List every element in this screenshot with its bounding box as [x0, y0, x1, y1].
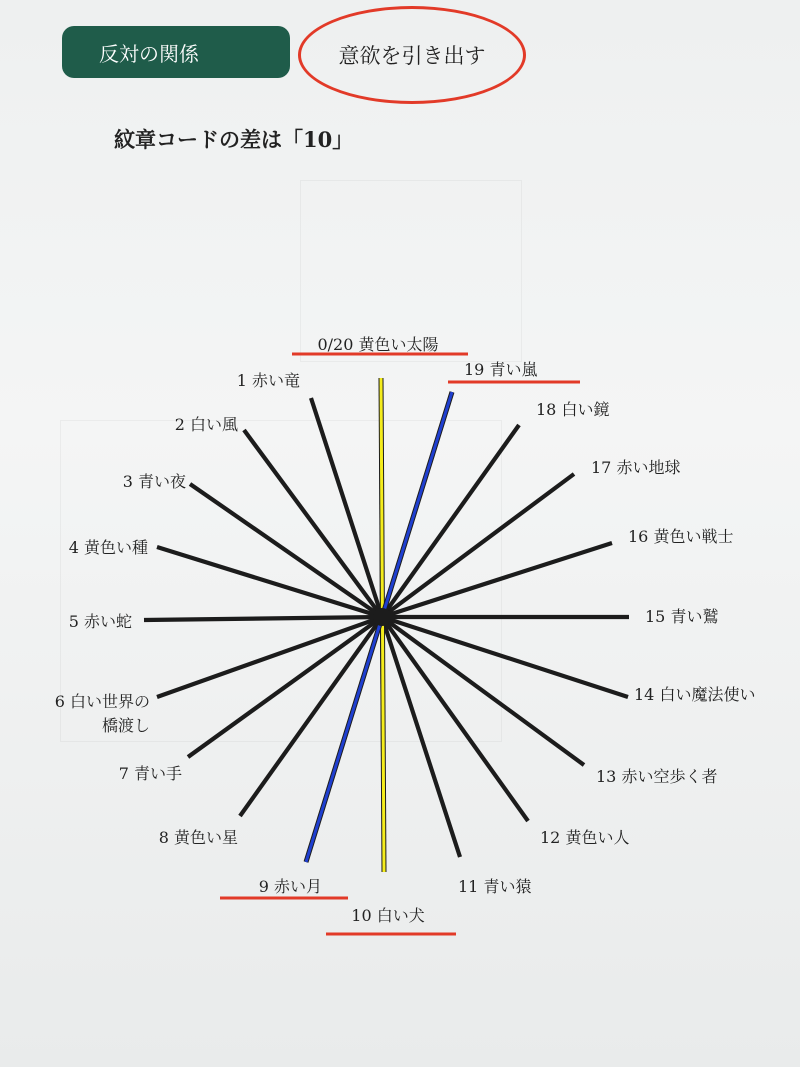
sign-label-8 — [159, 828, 238, 847]
spoke-18 — [382, 425, 519, 617]
sign-label-14 — [634, 685, 755, 704]
sign-label-15 — [645, 607, 718, 626]
sign-code: 2 — [174, 415, 190, 434]
opposite-pair-line-9-19 — [306, 392, 452, 862]
spoke-14 — [382, 617, 628, 697]
sign-name: 青い手 — [133, 764, 182, 783]
spoke-8 — [240, 617, 382, 816]
sign-code: 18 — [536, 400, 562, 419]
sign-code: 4 — [68, 538, 84, 557]
sign-name: 青い鷲 — [670, 607, 719, 626]
sign-name: 黄色い戦士 — [653, 527, 734, 546]
sign-label-16 — [628, 527, 733, 546]
sign-label-2 — [175, 415, 238, 434]
sign-name: 白い風 — [189, 415, 238, 434]
sign-label-4 — [69, 538, 148, 557]
sign-code: 16 — [628, 527, 654, 546]
sign-code: 1 — [236, 371, 252, 390]
sign-name: 赤い竜 — [251, 371, 300, 390]
sign-code: 12 — [540, 828, 566, 847]
spoke-1 — [311, 398, 382, 617]
spoke-17 — [382, 474, 574, 617]
sign-label-0-20 — [317, 335, 438, 354]
sign-code: 19 — [464, 360, 490, 379]
sign-name: 白い魔法使い — [659, 685, 756, 704]
sign-code: 15 — [645, 607, 671, 626]
code-difference-heading: 紋章コードの差は「10」 — [114, 127, 354, 152]
sign-label-13 — [596, 767, 717, 786]
sign-name: 黄色い種 — [83, 538, 148, 557]
sign-name: 赤い空歩く者 — [621, 767, 718, 786]
spoke-2 — [244, 430, 382, 617]
sign-code: 9 — [258, 877, 274, 896]
sign-name: 赤い地球 — [616, 458, 681, 477]
sign-code: 13 — [596, 767, 622, 786]
sign-label-3 — [123, 472, 186, 491]
sign-code: 14 — [634, 685, 660, 704]
sign-code: 0/20 — [317, 335, 359, 354]
sign-name: 赤い月 — [273, 877, 322, 896]
sign-label-12 — [540, 828, 629, 847]
sign-name: 黄色い太陽 — [358, 335, 439, 354]
sign-code: 7 — [118, 764, 134, 783]
spoke-13 — [382, 617, 584, 765]
circled-theme-label: 意欲を引き出す — [338, 44, 486, 68]
spoke-7 — [188, 617, 382, 757]
sign-code: 17 — [591, 458, 617, 477]
spoke-6 — [157, 617, 382, 697]
spoke-16 — [382, 543, 612, 617]
sign-label-9 — [259, 877, 322, 896]
spoke-12 — [382, 617, 528, 821]
sign-code: 10 — [351, 906, 377, 925]
sign-code: 5 — [68, 612, 84, 631]
sign-code: 8 — [158, 828, 174, 847]
sign-name: 白い犬 — [376, 906, 425, 925]
sign-label-6 — [55, 692, 150, 711]
spoke-4 — [157, 547, 382, 617]
sign-label-5 — [69, 612, 132, 631]
sign-name: 黄色い人 — [565, 828, 630, 847]
sign-label-11 — [458, 877, 531, 896]
sign-label-19 — [464, 360, 537, 379]
sign-code: 3 — [122, 472, 138, 491]
sign-label-1 — [237, 371, 300, 390]
sign-name: 黄色い星 — [173, 828, 238, 847]
sign-label-17 — [591, 458, 680, 477]
sign-label-10 — [351, 906, 424, 925]
sign-name: 青い嵐 — [489, 360, 538, 379]
spoke-11 — [382, 617, 460, 857]
sign-label-7 — [119, 764, 182, 783]
sign-code: 6 — [54, 692, 70, 711]
sign-label-18 — [536, 400, 609, 419]
spoke-3 — [190, 484, 382, 617]
relation-tag-label: 反対の関係 — [99, 41, 199, 66]
sign-name: 白い鏡 — [561, 400, 610, 419]
sign-name: 赤い蛇 — [83, 612, 132, 631]
sign-name: 白い世界の — [69, 692, 150, 711]
spoke-5 — [144, 617, 382, 620]
sign-name: 青い夜 — [137, 472, 186, 491]
sign-name: 青い猿 — [483, 877, 532, 896]
sign-name-line2: 橋渡し — [101, 716, 150, 735]
sign-code: 11 — [458, 877, 484, 896]
wheel-hub — [373, 608, 391, 626]
